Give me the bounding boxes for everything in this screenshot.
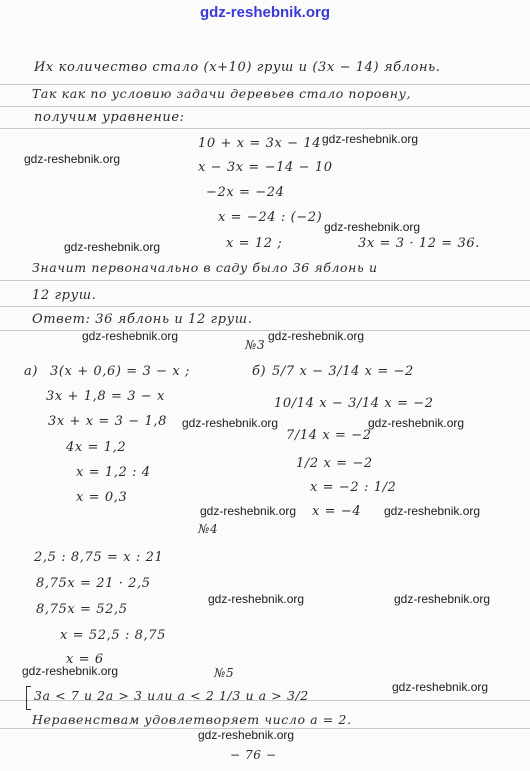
side-calculation: 3x = 3 · 12 = 36.: [358, 236, 481, 251]
ruled-line: [0, 106, 530, 107]
equation-step: 10/14 x − 3/14 x = −2: [274, 396, 434, 411]
equation-step: 4x = 1,2: [66, 440, 127, 455]
watermark-text: gdz-reshebnik.org: [22, 664, 119, 678]
equation-step: x = 12 ;: [226, 236, 283, 251]
equation-step: 7/14 x = −2: [286, 428, 372, 443]
watermark-text: gdz-reshebnik.org: [182, 416, 279, 430]
problem-2-line-2: Так как по условию задачи деревьев стало поровну,: [32, 86, 412, 101]
equation-step: 1/2 x = −2: [296, 456, 373, 471]
equation-step: −2x = −24: [206, 185, 285, 200]
problem-3-label: №3: [245, 338, 266, 352]
equation-step: 2,5 : 8,75 = x : 21: [34, 550, 164, 565]
part-a-label: а): [24, 364, 39, 379]
problem-2-line-1: Их количество стало (x+10) груш и (3x − 14) яблонь.: [34, 60, 441, 75]
part-b-label: б): [252, 364, 267, 379]
watermark-text: gdz-reshebnik.org: [394, 592, 491, 606]
ruled-line: [0, 280, 530, 281]
conclusion-line-2: 12 груш.: [32, 288, 97, 303]
site-header[interactable]: gdz-reshebnik.org: [199, 4, 330, 21]
answer-line: Ответ: 36 яблонь и 12 груш.: [32, 312, 253, 327]
watermark-text: gdz-reshebnik.org: [324, 220, 421, 234]
watermark-text: gdz-reshebnik.org: [384, 504, 481, 518]
equation-step: x = 52,5 : 8,75: [60, 628, 167, 643]
ruled-line: [0, 330, 530, 331]
equation-step: 8,75x = 21 · 2,5: [36, 576, 151, 591]
problem-4-label: №4: [198, 522, 219, 536]
equation-step: x = −24 : (−2): [218, 210, 323, 225]
equation-step: 3x + 1,8 = 3 − x: [46, 389, 165, 404]
watermark-text: gdz-reshebnik.org: [322, 132, 419, 146]
system-brace: [26, 686, 31, 710]
problem-2-line-3: получим уравнение:: [34, 110, 185, 125]
ruled-line: [0, 306, 530, 307]
watermark-text: gdz-reshebnik.org: [82, 329, 179, 343]
page-number: − 76 −: [230, 748, 277, 762]
equation-step: 3x + x = 3 − 1,8: [48, 414, 167, 429]
equation-step: x = −2 : 1/2: [310, 480, 397, 495]
watermark-text: gdz-reshebnik.org: [268, 329, 365, 343]
watermark-text: gdz-reshebnik.org: [368, 416, 465, 430]
watermark-text: gdz-reshebnik.org: [208, 592, 305, 606]
equation-step: 10 + x = 3x − 14: [198, 136, 322, 151]
watermark-text: gdz-reshebnik.org: [198, 728, 295, 742]
equation-step: x = 6: [66, 652, 104, 667]
equation-step: x = 1,2 : 4: [76, 465, 151, 480]
conclusion-line-1: Значит первоначально в саду было 36 яблонь и: [32, 260, 378, 275]
equation-step: 8,75x = 52,5: [36, 602, 128, 617]
equation-step: x = 0,3: [76, 490, 128, 505]
watermark-text: gdz-reshebnik.org: [392, 680, 489, 694]
watermark-text: gdz-reshebnik.org: [200, 504, 297, 518]
problem-5-label: №5: [214, 666, 235, 680]
ruled-line: [0, 84, 530, 85]
equation-step: x − 3x = −14 − 10: [198, 160, 333, 175]
inequality-line: 3a < 7 и 2a > 3 или a < 2 1/3 и a > 3/2: [34, 688, 309, 703]
watermark-text: gdz-reshebnik.org: [24, 152, 121, 166]
ruled-line: [0, 128, 530, 129]
equation-step: 3(x + 0,6) = 3 − x ;: [50, 364, 191, 379]
equation-step: x = −4: [312, 504, 362, 519]
inequality-conclusion: Неравенствам удовлетворяет число a = 2.: [32, 712, 352, 727]
watermark-text: gdz-reshebnik.org: [64, 240, 161, 254]
equation-step: 5/7 x − 3/14 x = −2: [272, 364, 414, 379]
